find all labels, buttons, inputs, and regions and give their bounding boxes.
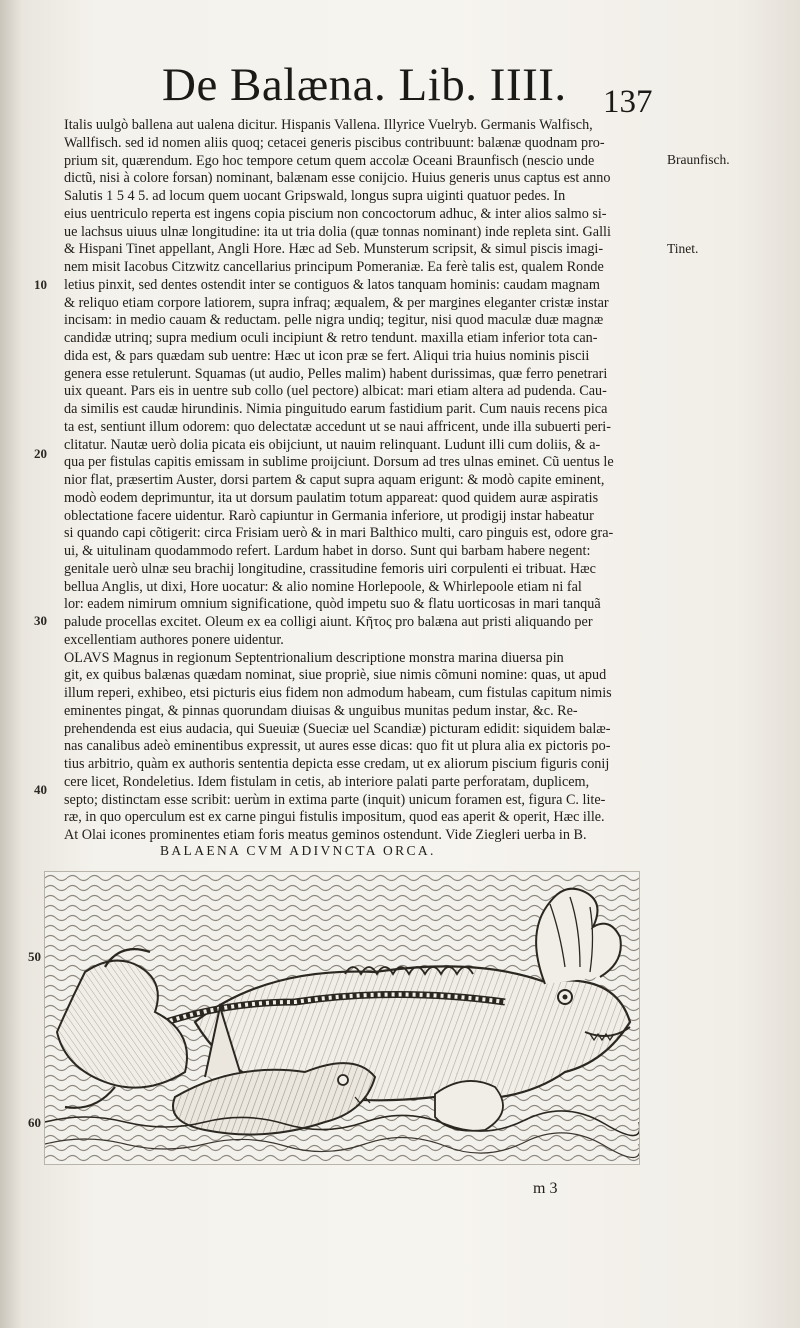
text-line: & Hispani Tinet appellant, Angli Hore. Hæc ad Seb. Munsterum scripsit, & simul piscis imagi- bbox=[64, 241, 604, 258]
text-line: tius arbitrio, quàm ex authoris sententia depicta esse credam, ut ex aliorum piscium figuris conij bbox=[64, 756, 610, 772]
text-line: Wallfisch. sed id nomen aliis quoq; cetacei generis piscibus contribuunt: balænæ quodnam pro- bbox=[64, 134, 605, 151]
text-line: oblectatione facere uidentur. Rarò capiuntur in Germania inferiore, ut prodigij instar habeatur bbox=[64, 507, 594, 524]
text-line: prium sit, quærendum. Ego hoc tempore cetum quem accolæ Oceani Braunfisch (nescio unde bbox=[64, 152, 595, 169]
text-line: letius pinxit, sed dentes ostendit inter se contiguos & latos tanquam hominis: caudam magnam bbox=[64, 276, 600, 293]
text-line: ui, & uitulinam quodammodo refert. Lardum habet in dorso. Sunt qui barbam habere negent: bbox=[64, 543, 591, 559]
line-number: 10 bbox=[34, 277, 47, 292]
text-line: At Olai icones prominentes etiam foris meatus geminos ostendunt. Vide Ziegleri uerba in B. bbox=[64, 827, 587, 843]
text-line: prehendenda est eius audacia, qui Sueuiæ (Sueciæ uel Scandiæ) picturam edidit: siquidem balæ- bbox=[64, 720, 611, 737]
margin-note-tinet: Tinet. bbox=[667, 241, 699, 256]
text-line: nior flat, præsertim Auster, dorsi partem & caput supra aquam erigunt: & modò capite eminent, bbox=[64, 472, 605, 488]
text-line: dida est, & pars quædam sub uentre: Hæc ut icon præ se fert. Aliqui tria huius nominis piscii bbox=[64, 347, 590, 364]
text-line: candidæ utrinq; supra medium oculi incipiunt & retro tendunt. maxilla etiam inferior tota can- bbox=[64, 330, 598, 346]
text-line: si quando capi cõtigerit: circa Frisiam uerò & in mari Balthico multi, caro pinguis est, odore gra- bbox=[64, 525, 614, 542]
text-line: cere licet, Rondeletius. Idem fistulam in cetis, ab interiore palati parte perforatam, duplicem, bbox=[64, 773, 590, 790]
text-line: genera esse retulerunt. Squamas (ut audio, Pelles malim) habent durissimas, quæ ferro penetrari bbox=[64, 365, 608, 382]
text-line: ta est, sentiunt illum odorem: quo delectatæ accedunt ut se naui affricent, unde illa subuerti peri- bbox=[64, 418, 611, 435]
text-line: Salutis 1 5 4 5. ad locum quem uocant Gripswald, longus supra uiginti quatuor pedes. In bbox=[64, 188, 566, 204]
text-line: eius uentriculo reperta est ingens copia piscium non concoctorum adhuc, & inter alios salmo si- bbox=[64, 205, 607, 222]
page-number: 137 bbox=[603, 84, 653, 120]
text-line: modò eodem deprimuntur, ita ut dorsum paulatim totum appareat: quod quidem auræ aspiratis bbox=[64, 489, 599, 506]
line-number: 40 bbox=[34, 782, 47, 797]
text-line: da similis est caudæ hirundinis. Nimia pinguitudo earum fastidium parit. Cum nauis recens pica bbox=[64, 401, 608, 417]
margin-note-braunfisch: Braunfisch. bbox=[667, 152, 730, 167]
text-line: dictũ, nisi à colore forsan) nominant, balænam esse conijcio. Huius generis unus captus est anno bbox=[64, 170, 611, 187]
woodcut-engraving bbox=[45, 872, 639, 1164]
body-text bbox=[64, 117, 664, 845]
whale-woodcut-illustration bbox=[44, 871, 640, 1165]
text-line: incisam: in medio cauam & reductam. pelle nigra undiq; tegitur, nisi quod maculæ duæ magnæ bbox=[64, 312, 604, 329]
text-line: nem misit Iacobus Citzwitz cancellarius principum Pomeraniæ. Ea ferè talis est, qualem Ronde bbox=[64, 259, 604, 275]
text-line: git, ex quibus balænas quædam nominat, siue propriè, siue nimis cõmuni nomine: quas, ut apud bbox=[64, 667, 607, 684]
text-line: uix queant. Pars eis in uentre sub collo (uel pectore) albicat: mari etiam altera ad pudenda. Cau- bbox=[64, 383, 607, 400]
signature-mark: m 3 bbox=[533, 1180, 558, 1197]
text-line: eminentes pingat, & pinnas quorundam diuisas & unguibus munitas pedum instar, &c. Re- bbox=[64, 702, 578, 719]
text-line: clitatur. Nautæ uerò dolia picata eis obijciunt, ut nauim relinquant. Ludunt illi cum doliis, & a- bbox=[64, 436, 601, 453]
text-line: septo; distinctam esse scribit: uerùm in extima parte (inquit) unicum foramen est, figura C. lite- bbox=[64, 791, 606, 808]
text-line: palude procellas excitet. Oleum ex ea colligi aiunt. Κῆτος pro balæna aut pristi aliquando per bbox=[64, 614, 593, 630]
figure-caption: BALAENA CVM ADIVNCTA ORCA. bbox=[160, 843, 436, 858]
text-line: lor: eadem nimirum omnium significatione, quòd impetu suo & flatu uorticosas in mari tanquã bbox=[64, 596, 601, 613]
text-line: ue lachsus uiuus ulnæ longitudine: ita ut tria dolia (quæ tonnas nominant) inde repleta sint. Galli bbox=[64, 223, 611, 240]
text-line: qua per fistulas capitis emissam in sublime proijciunt. Dorsum ad tres ulnas eminet. Cũ uentus le bbox=[64, 454, 614, 471]
text-line: OLAVS Magnus in regionum Septentrionalium descriptione monstra marina diuersa pin bbox=[64, 649, 564, 666]
line-number: 30 bbox=[34, 613, 47, 628]
text-line: bellua Anglis, ut dixi, Hore uocatur: & alio nomine Horlepoole, & Whirlepoole etiam ni fal bbox=[64, 578, 582, 595]
line-number: 20 bbox=[34, 446, 47, 461]
binding-shadow bbox=[0, 0, 22, 1328]
text-line: excellentiam authores ponere uidentur. bbox=[64, 631, 284, 648]
line-number: 50 bbox=[28, 949, 41, 964]
text-line: nas canalibus adeò eminentibus expressit, ut aures esse dicas: quo fit ut plura alia ex pictoris po- bbox=[64, 738, 611, 755]
running-title: De Balæna. Lib. IIII. bbox=[162, 59, 567, 111]
text-line: & reliquo etiam corpore latiorem, supra infraq; æqualem, & per margines eleganter cristæ instar bbox=[64, 294, 609, 311]
text-line: ræ, in quo operculum est ex carne pingui fistulis impositum, quod eas aperit & operit, Hæc ille. bbox=[64, 809, 605, 826]
text-line: genitale uerò ulnæ seu brachij longitudine, crassitudine femoris uiri corpulenti ei tribuat. Hæc bbox=[64, 560, 596, 577]
text-line: Italis uulgò ballena aut ualena dicitur. Hispanis Vallena. Illyrice Vuelryb. Germanis Walfisch, bbox=[64, 117, 593, 133]
line-number: 60 bbox=[28, 1115, 41, 1130]
text-line: illum reperi, exhibeo, etsi picturis eius fidem non admodum habeam, cum fistulas capitum nimis bbox=[64, 685, 612, 701]
